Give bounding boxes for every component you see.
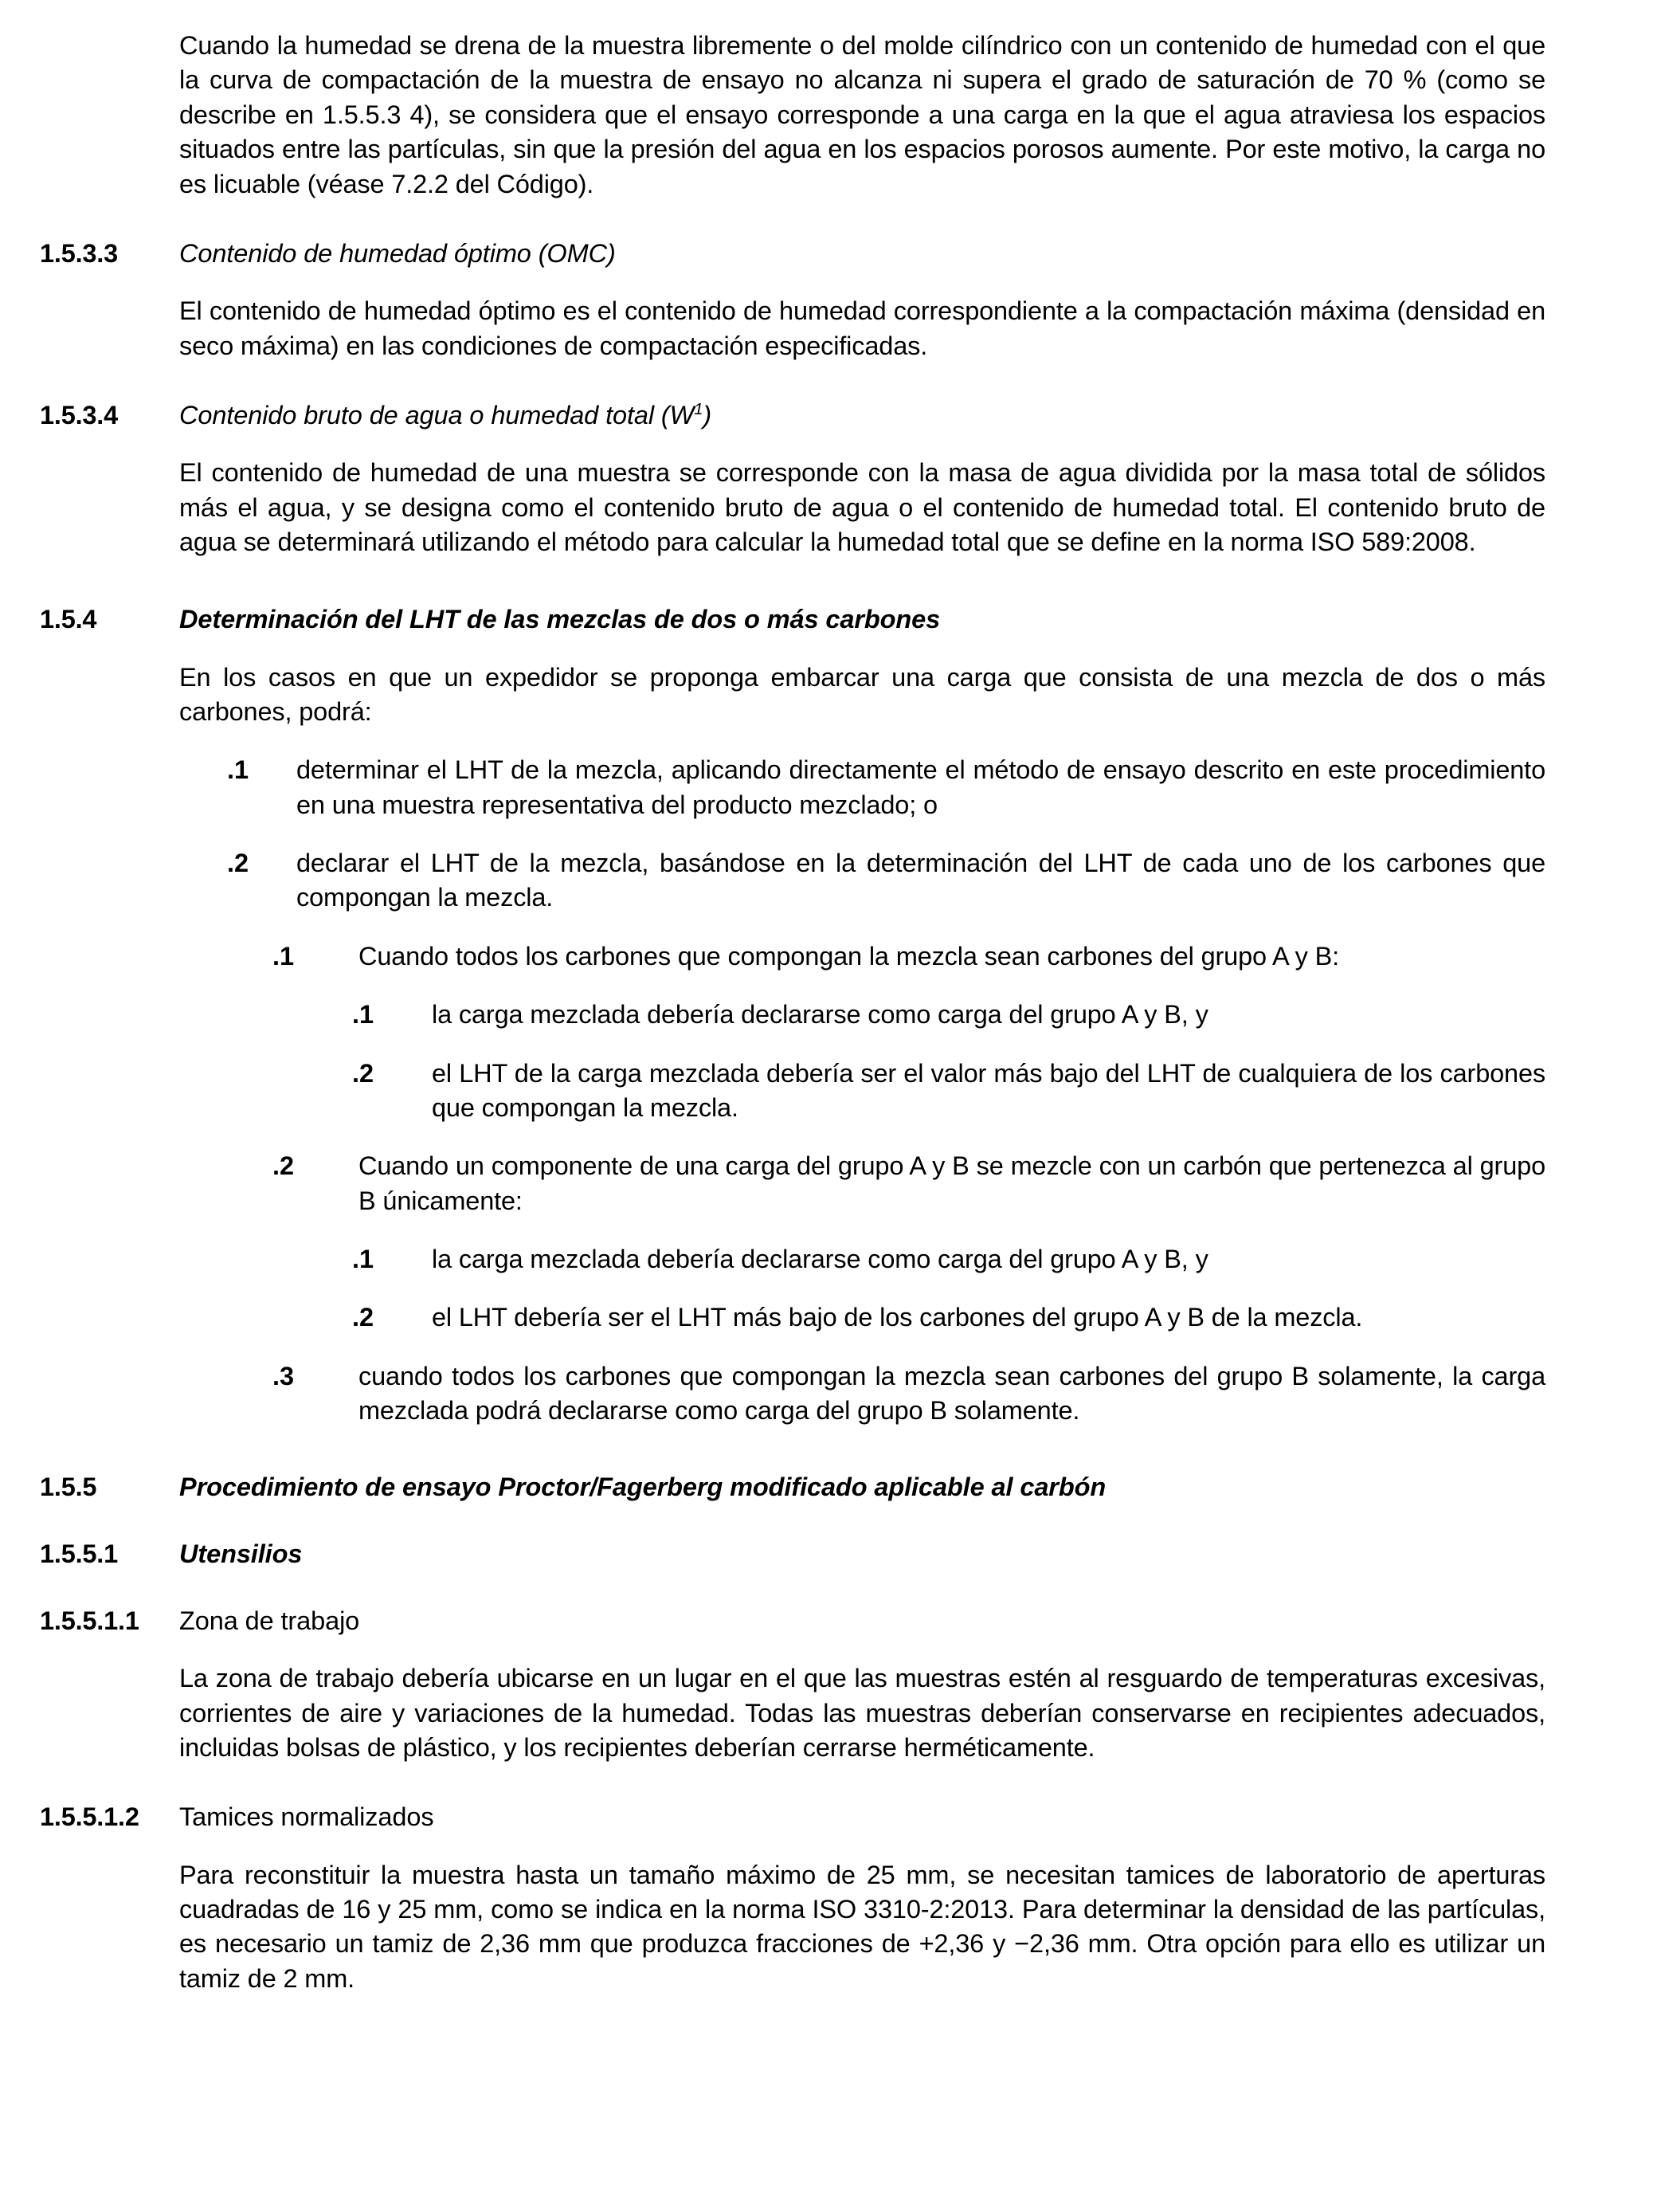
heading-title-superscript: 1 [694,401,703,419]
list-item [352,1242,1545,1277]
list-item [352,1057,1545,1126]
list-text: declarar el LHT de la mezcla, basándose en la determinación del LHT de cada uno de los carbones que compongan la mezcla. [296,849,1545,912]
list-item [352,1300,1545,1335]
list-marker: .1 [352,1245,374,1273]
list-text: el LHT de la carga mezclada debería ser el valor más bajo del LHT de cualquiera de los carbones que compongan la mezcla. [432,1058,1545,1122]
paragraph: El contenido de humedad de una muestra se corresponde con la masa de agua dividida por la masa total de sólidos más el agua, y se designa como el contenido bruto de agua o el contenido de humedad total. El contenido bruto de agua se determinará utilizando el método para calcular la humedad total que se define en la norma ISO 589:2008. [179,458,1545,556]
heading-title-suffix: ) [703,400,712,429]
list-text: la carga mezclada debería declararse como carga del grupo A y B, y [432,1000,1208,1030]
heading-number: 1.5.3.4 [40,400,118,429]
heading-number: 1.5.5.1.2 [40,1802,139,1832]
heading-1-5-5 [40,1470,1545,1504]
list-marker: .2 [227,849,249,877]
list-text: la carga mezclada debería declararse como carga del grupo A y B, y [432,1245,1208,1273]
heading-title: Determinación del LHT de las mezclas de dos o más carbones [179,605,941,634]
list-text: Cuando un componente de una carga del grupo A y B se mezcle con un carbón que pertenezca al grupo B únicamente: [358,1151,1545,1215]
heading-1-5-5-1-1 [40,1604,1545,1637]
heading-number: 1.5.4 [40,605,97,634]
section-1-5-4-body [179,661,1545,730]
paragraph: En los casos en que un expedidor se proponga embarcar una carga que consista de una mezcla de dos o más carbones, podrá: [179,662,1545,726]
list-marker: .2 [352,1058,374,1088]
heading-title-prefix: Contenido bruto de agua o humedad total (W [179,400,695,429]
heading-1-5-5-1 [40,1537,1545,1571]
heading-1-5-4 [40,602,1545,636]
list-marker: .2 [352,1303,374,1332]
heading-number: 1.5.5.1 [40,1539,118,1568]
paragraph: El contenido de humedad óptimo es el contenido de humedad correspondiente a la compactación máxima (densidad en seco máxima) en las condiciones de compactación especificadas. [179,296,1545,360]
list-item [272,939,1545,974]
list-item [272,1149,1545,1218]
list-item [272,1359,1545,1429]
section-1-5-5-1-2-body [179,1858,1545,1997]
heading-title: Contenido de humedad óptimo (OMC) [179,238,616,268]
heading-1-5-3-3 [40,237,1545,270]
section-1-5-3-3-body [179,294,1545,363]
list-marker: .2 [272,1151,295,1181]
paragraph: La zona de trabajo debería ubicarse en un lugar en el que las muestras estén al resguardo de temperaturas excesivas, corrientes de aire y variaciones de la humedad. Todas las muestras deberían conservarse en recipientes adecuados, incluidas bolsas de plástico, y los recipientes deberían cerrarse herméticamente. [179,1664,1545,1762]
list-item [227,753,1545,822]
list-item [352,998,1545,1032]
heading-title [179,398,711,432]
list-text: determinar el LHT de la mezcla, aplicando directamente el método de ensayo descrito en este procedimiento en una muestra representativa del producto mezclado; o [296,755,1545,819]
heading-number: 1.5.5.1.1 [40,1606,139,1635]
heading-number: 1.5.3.3 [40,238,118,268]
list-marker: .1 [272,941,295,971]
heading-number: 1.5.5 [40,1472,97,1501]
list-item [227,846,1545,916]
intro-paragraph: Cuando la humedad se drena de la muestra libremente o del molde cilíndrico con un contenido de humedad con el que la curva de compactación de la muestra de ensayo no alcanza ni supera el grado de saturación de 70 % (como se describe en 1.5.5.3 4), se considera que el ensayo corresponde a una carga en la que el agua atraviesa los espacios situados entre las partículas, sin que la presión del agua en los espacios porosos aumente. Por este motivo, la carga no es licuable (véase 7.2.2 del Código). [179,31,1545,198]
heading-1-5-3-4 [40,398,1545,432]
heading-1-5-5-1-2 [40,1800,1545,1834]
intro-paragraph-block [179,29,1545,202]
heading-title: Zona de trabajo [179,1606,360,1635]
list-marker: .1 [227,755,249,785]
list-marker: .3 [272,1361,295,1390]
list-text: cuando todos los carbones que compongan la mezcla sean carbones del grupo B solamente, la carga mezclada podrá declararse como carga del grupo B solamente. [358,1361,1545,1426]
heading-title: Tamices normalizados [179,1802,434,1832]
list-text: Cuando todos los carbones que compongan la mezcla sean carbones del grupo A y B: [358,941,1340,971]
list-marker: .1 [352,1000,374,1030]
section-1-5-5-1-1-body [179,1661,1545,1765]
list-text: el LHT debería ser el LHT más bajo de los carbones del grupo A y B de la mezcla. [432,1303,1363,1332]
heading-title: Procedimiento de ensayo Proctor/Fagerberg modificado aplicable al carbón [179,1472,1107,1501]
heading-title: Utensilios [179,1539,303,1568]
paragraph: Para reconstituir la muestra hasta un tamaño máximo de 25 mm, se necesitan tamices de laboratorio de aperturas cuadradas de 16 y 25 mm, como se indica en la norma ISO 3310-2:2013. Para determinar la densidad de las partículas, es necesario un tamiz de 2,36 mm que produzca fracciones de +2,36 y −2,36 mm. Otra opción para ello es utilizar un tamiz de 2 mm. [179,1860,1545,1993]
section-1-5-3-4-body [179,456,1545,559]
